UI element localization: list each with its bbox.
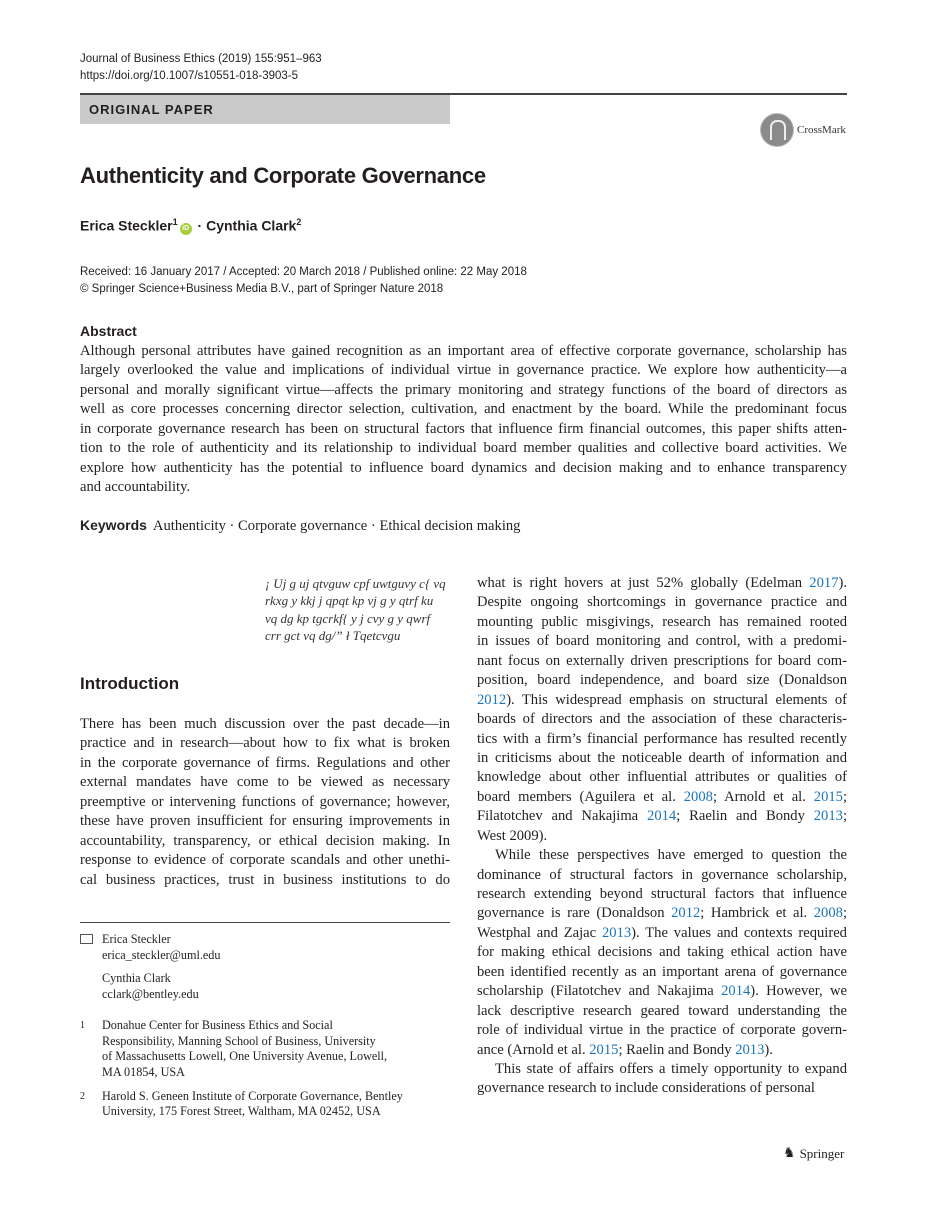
text-line: Filatotchev and Nakajima 2014; Raelin and Bondy 2013; <box>477 808 847 825</box>
text-line: role of individual virtue in the practice of corporate govern- <box>477 1022 847 1039</box>
contact-name: Erica Steckler <box>102 932 171 946</box>
citation-link[interactable]: 2013 <box>735 1041 765 1058</box>
citation-link[interactable]: 2014 <box>721 983 751 1000</box>
affiliation-mark: 1 <box>80 1019 85 1031</box>
text-line: West 2009). <box>477 827 548 844</box>
publisher-name: Springer <box>799 1145 845 1161</box>
footnotes <box>80 930 450 1120</box>
right-column-text <box>477 574 847 1099</box>
text-line: Despite ongoing shortcomings in governance practice and <box>477 594 847 611</box>
history-dates: Received: 16 January 2017 / Accepted: 20 March 2018 / Published online: 22 May 2018 <box>80 266 527 278</box>
author-name[interactable]: Erica Steckler <box>80 217 173 234</box>
text-line: for making ethical decisions and taking ethical action have <box>477 944 847 961</box>
text-line: been identified recently as an important arena of governance <box>477 963 847 980</box>
paper-title: Authenticity and Corporate Governance <box>80 163 486 188</box>
contact-name: Cynthia Clark <box>102 971 171 986</box>
intro-text <box>80 715 450 890</box>
citation-link[interactable]: 2013 <box>601 924 632 941</box>
text-line: personal and morally significant virtue—affects the primary monitoring and strategy functions of the board of directors as <box>80 381 847 398</box>
publication-dates <box>80 264 527 298</box>
text-line: largely overlooked the value and implications of individual virtue in governance practice. We explore how authenticity—a <box>80 362 847 379</box>
affiliation-line: of Massachusetts Lowell, One University Avenue, Lowell, <box>102 1049 388 1064</box>
text-line: This state of affairs offers a timely opportunity to expand <box>495 1060 847 1077</box>
author-list: Erica Steckler$^1$iD · Cynthia Clark$^2$ <box>80 217 302 234</box>
text-line: ance (Arnold et al. 2015; Raelin and Bondy 2013). <box>477 1041 773 1058</box>
text-line: board members (Aguilera et al. 2008; Arnold et al. 2015; <box>477 788 848 805</box>
keywords-label: Keywords <box>80 517 147 533</box>
text-line: practice and in research—about how to fix what is broken <box>80 735 450 752</box>
doi-link[interactable]: https://doi.org/10.1007/s10551-018-3903-5 <box>80 70 299 82</box>
article-type-banner <box>80 95 450 124</box>
copyright: © Springer Science+Business Media B.V., part of Springer Nature 2018 <box>80 283 444 295</box>
citation-link[interactable]: 2013 <box>813 808 843 825</box>
text-line: governance is rare (Donaldson 2012; Hambrick et al. 2008; <box>477 905 847 922</box>
epigraph-line: vq dg kp tgcrkf{ y j cvy g y qwrf <box>265 610 431 626</box>
author-name[interactable]: Cynthia Clark <box>206 217 297 234</box>
text-line: position, board independence, and board size (Donaldson <box>477 672 847 689</box>
citation-link[interactable]: 2012 <box>671 905 701 922</box>
text-line: well as core processes concerning director selection, cultivation, and enactment by the board. While the predominant focus <box>80 401 847 418</box>
citation-link[interactable]: 2012 <box>477 691 507 708</box>
text-line: and accountability. <box>80 479 191 496</box>
crossmark-button[interactable] <box>760 113 846 147</box>
text-line: these have proven insufficient for ensuring improvements in <box>80 813 450 830</box>
text-line: mounting public misgivings, research has remained rooted <box>477 613 847 630</box>
text-line: research extending beyond structural factors that influence <box>477 886 847 902</box>
text-line: Although personal attributes have gained recognition as an important area of effective corporate governance, scholarship has <box>80 343 847 359</box>
citation-link[interactable]: 2015 <box>589 1041 619 1058</box>
text-line: in corporate governance research has been on structural factors that influence firm financial outcomes, this paper shifts atten- <box>80 420 847 437</box>
text-line: knowledge about other influential attributes or qualities of <box>477 769 847 786</box>
text-line: Westphal and Zajac 2013). The values and contexts required <box>477 924 847 941</box>
text-line: 2012). This widespread emphasis on structural elements of <box>477 691 847 708</box>
keywords-text: Authenticity · Corporate governance · Ethical decision making <box>152 518 521 534</box>
text-line: While these perspectives have emerged to question the <box>495 847 847 864</box>
citation-link[interactable]: 2008 <box>683 788 713 805</box>
text-line: There has been much discussion over the past decade—in <box>80 716 450 732</box>
citation-link[interactable]: 2017 <box>809 575 839 591</box>
text-line: boards of directors and the association of these characteris- <box>477 711 847 728</box>
abstract-text <box>80 342 847 498</box>
abstract-heading: Abstract <box>80 323 137 339</box>
epigraph-line: rkxg y kkj j qpqt kp vj g y qtrf ku <box>265 593 434 609</box>
affiliation-mark: 2 <box>80 1090 85 1102</box>
affiliation-line: Donahue Center for Business Ethics and Social <box>102 1017 333 1032</box>
citation-link[interactable]: 2014 <box>647 808 677 825</box>
epigraph-line: crr gct vq dg/” ł Tqetcvgu <box>265 627 401 643</box>
crossmark-label: CrossMark <box>797 124 846 136</box>
text-line: external mandates have come to be viewed as necessary <box>80 774 450 791</box>
text-line: governance research to include considerations of personal <box>477 1080 815 1097</box>
text-line: in issues of board monitoring and control, with a predomi- <box>477 633 847 650</box>
text-line: in the corporate governance of firms. Regulations and other <box>80 754 450 771</box>
text-line: nant focus on externally driven prescriptions for board com- <box>477 652 847 669</box>
text-line: what is right hovers at just 52% globally (Edelman 2017). <box>477 575 847 591</box>
affiliation-line: Harold S. Geneen Institute of Corporate Governance, Bentley <box>102 1088 403 1103</box>
contact-email[interactable]: erica_steckler@uml.edu <box>102 947 221 962</box>
publisher-logo <box>783 1145 844 1162</box>
springer-horse-icon: ♞ <box>783 1146 796 1161</box>
envelope-icon <box>80 934 93 944</box>
footnote-rule <box>80 922 450 923</box>
affiliation-line: MA 01854, USA <box>102 1064 185 1079</box>
keywords <box>80 517 520 535</box>
section-heading-introduction: Introduction <box>80 674 180 693</box>
text-line: tics with a firm’s financial performance has resulted recently <box>477 730 847 747</box>
text-line: dominance of structural factors in governance scholarship, <box>477 866 847 883</box>
epigraph-line: ¡ Uj g uj qtvguw cpf uwtguvy c{ vq <box>265 576 446 591</box>
crossmark-icon <box>760 113 794 147</box>
journal-info <box>80 51 322 85</box>
affiliation-line: University, 175 Forest Street, Waltham, MA 02452, USA <box>102 1104 381 1119</box>
affiliation-mark: 2 <box>296 217 302 227</box>
contact-email[interactable]: cclark@bentley.edu <box>102 987 199 1002</box>
text-line: lack descriptive research geared toward understanding the <box>477 1002 847 1019</box>
text-line: response to evidence of corporate scandals and other unethi- <box>80 852 450 869</box>
epigraph-block <box>265 575 446 644</box>
text-line: scholarship (Filatotchev and Nakajima 2014). However, we <box>477 983 848 1000</box>
text-line: cal business practices, trust in business institutions to do <box>80 871 450 888</box>
affiliation-mark: 1 <box>172 217 178 227</box>
journal-citation: Journal of Business Ethics (2019) 155:951–963 <box>80 53 322 65</box>
citation-link[interactable]: 2015 <box>813 788 843 805</box>
text-line: tion to the role of authenticity and its relationship to individual board member qualities and collective board activities. We <box>80 440 847 457</box>
text-line: in criticisms about the noticeable dearth of information and <box>477 749 847 766</box>
text-line: explore how authenticity has the potential to influence board dynamics and decision making and to enhance transparency <box>80 459 847 476</box>
text-line: accountability, transparency, or ethical decision making. In <box>80 832 450 849</box>
text-line: preemptive or intervening functions of governance; however, <box>80 793 450 810</box>
orcid-icon[interactable]: iD <box>180 223 192 235</box>
article-type-label: ORIGINAL PAPER <box>89 102 214 117</box>
citation-link[interactable]: 2008 <box>813 905 843 922</box>
affiliation-line: Responsibility, Manning School of Business, University <box>102 1033 376 1048</box>
